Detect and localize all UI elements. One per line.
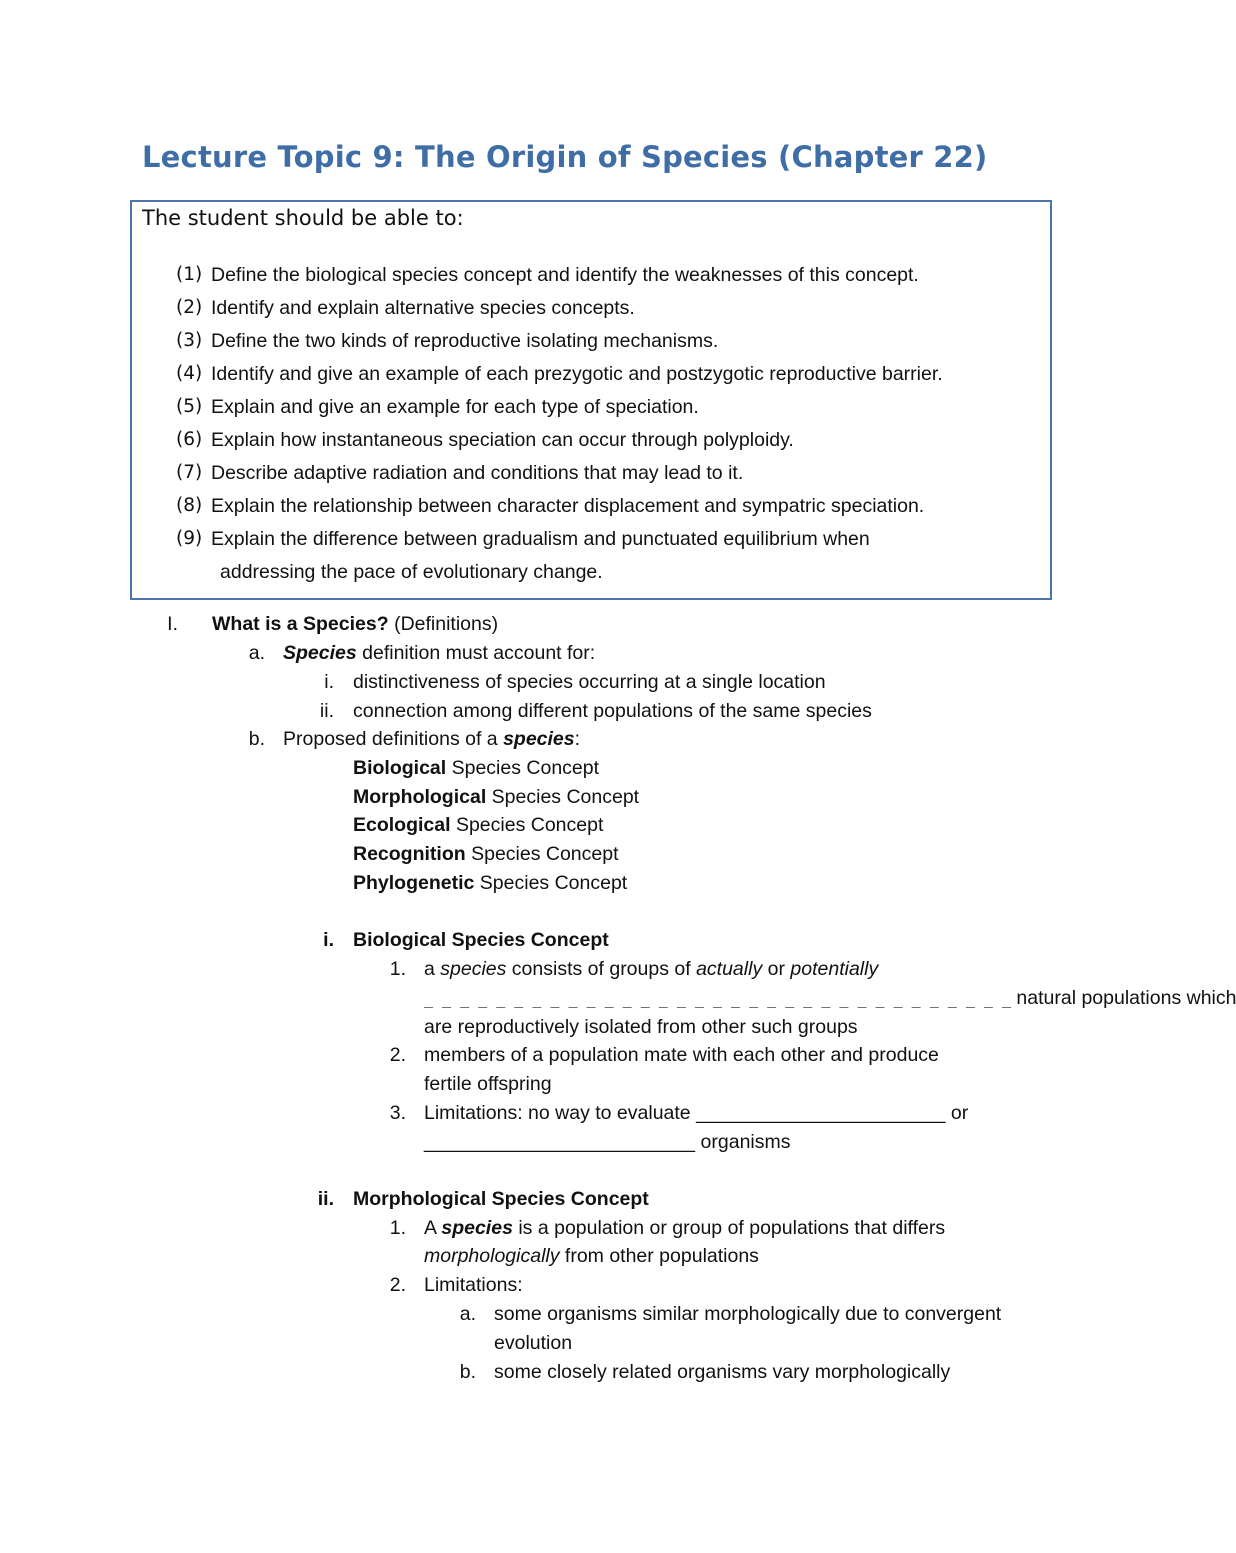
list-marker: b. [459,1361,476,1383]
outline-item: distinctiveness of species occurring at a single location [353,671,826,693]
outline-item: members of a population mate with each other and produce [424,1044,939,1066]
list-marker: b. [248,728,265,750]
objective-item-continuation: addressing the pace of evolutionary change. [220,561,603,583]
outline-item: fertile offspring [424,1073,552,1095]
objective-item: (2) Identify and explain alternative species concepts. [176,297,635,319]
list-marker: 3. [389,1102,406,1124]
outline-item: A species is a population or group of populations that differs [424,1217,946,1239]
outline-item: _________________________ organisms [424,1131,791,1153]
document-title: Lecture Topic 9: The Origin of Species (Chapter 22) [142,140,988,174]
section-heading: What is a Species? (Definitions) [212,613,499,635]
objective-item: (3) Define the two kinds of reproductive isolating mechanisms. [176,330,719,352]
list-marker: i. [323,929,334,951]
subsection-heading: Morphological Species Concept [353,1188,649,1210]
list-marker: 2. [389,1274,406,1296]
list-marker: 1. [389,958,406,980]
outline-item: a species consists of groups of actually or potentially [424,958,879,980]
outline-item: Limitations: no way to evaluate _______________________ or [424,1102,969,1124]
outline-item: some closely related organisms vary morphologically [494,1361,951,1383]
objective-item: (6) Explain how instantaneous speciation can occur through polyploidy. [176,429,794,451]
outline-item: are reproductively isolated from other such groups [424,1016,858,1038]
fill-in-blank: _ _ _ _ _ _ _ _ _ _ _ _ _ _ _ _ _ _ _ _ _ _ _ _ _ _ _ _ _ _ _ _ _ [424,990,1011,1008]
concept-item: Phylogenetic Species Concept [353,872,628,894]
list-marker: ii. [317,1188,334,1210]
outline-item: connection among different populations of the same species [353,700,872,722]
fill-in-blank: _________________________ [424,1131,696,1153]
outline-item: some organisms similar morphologically due to convergent [494,1303,1002,1325]
outline-item: Limitations: [424,1274,523,1296]
objective-item: (5) Explain and give an example for each type of speciation. [176,396,699,418]
outline-item: Proposed definitions of a species: [283,728,581,750]
list-marker: i. [324,671,334,693]
objective-item: (4) Identify and give an example of each prezygotic and postzygotic reproductive barrier. [176,363,943,385]
subsection-heading: Biological Species Concept [353,929,609,951]
objective-item: (8) Explain the relationship between character displacement and sympatric speciation. [176,495,925,517]
objectives-list [176,261,943,591]
outline-item: _ _ _ _ _ _ _ _ _ _ _ _ _ _ _ _ _ _ _ _ _ _ _ _ _ _ _ _ _ _ _ _ _ natural populations which [424,987,1236,1009]
objective-item: (9) Explain the difference between gradualism and punctuated equilibrium when addressing the pace of evolutionary change. [176,525,943,591]
section-marker: I. [167,613,178,635]
list-marker: 1. [389,1217,406,1239]
concept-item: Morphological Species Concept [353,786,640,808]
objective-item: (1) Define the biological species concept and identify the weaknesses of this concept. [176,264,919,286]
list-marker: a. [459,1303,476,1325]
outline-item: morphologically from other populations [424,1245,759,1267]
objective-item: (7) Describe adaptive radiation and conditions that may lead to it. [176,462,744,484]
concept-item: Recognition Species Concept [353,843,619,865]
objectives-intro: The student should be able to: [142,206,464,230]
concept-item: Biological Species Concept [353,757,600,779]
concept-item: Ecological Species Concept [353,814,604,836]
list-marker: 2. [389,1044,406,1066]
outline-item: evolution [494,1332,573,1354]
outline-item: Species definition must account for: [283,642,596,664]
fill-in-blank: _______________________ [696,1102,946,1124]
list-marker: a. [248,642,265,664]
list-marker: ii. [319,700,334,722]
